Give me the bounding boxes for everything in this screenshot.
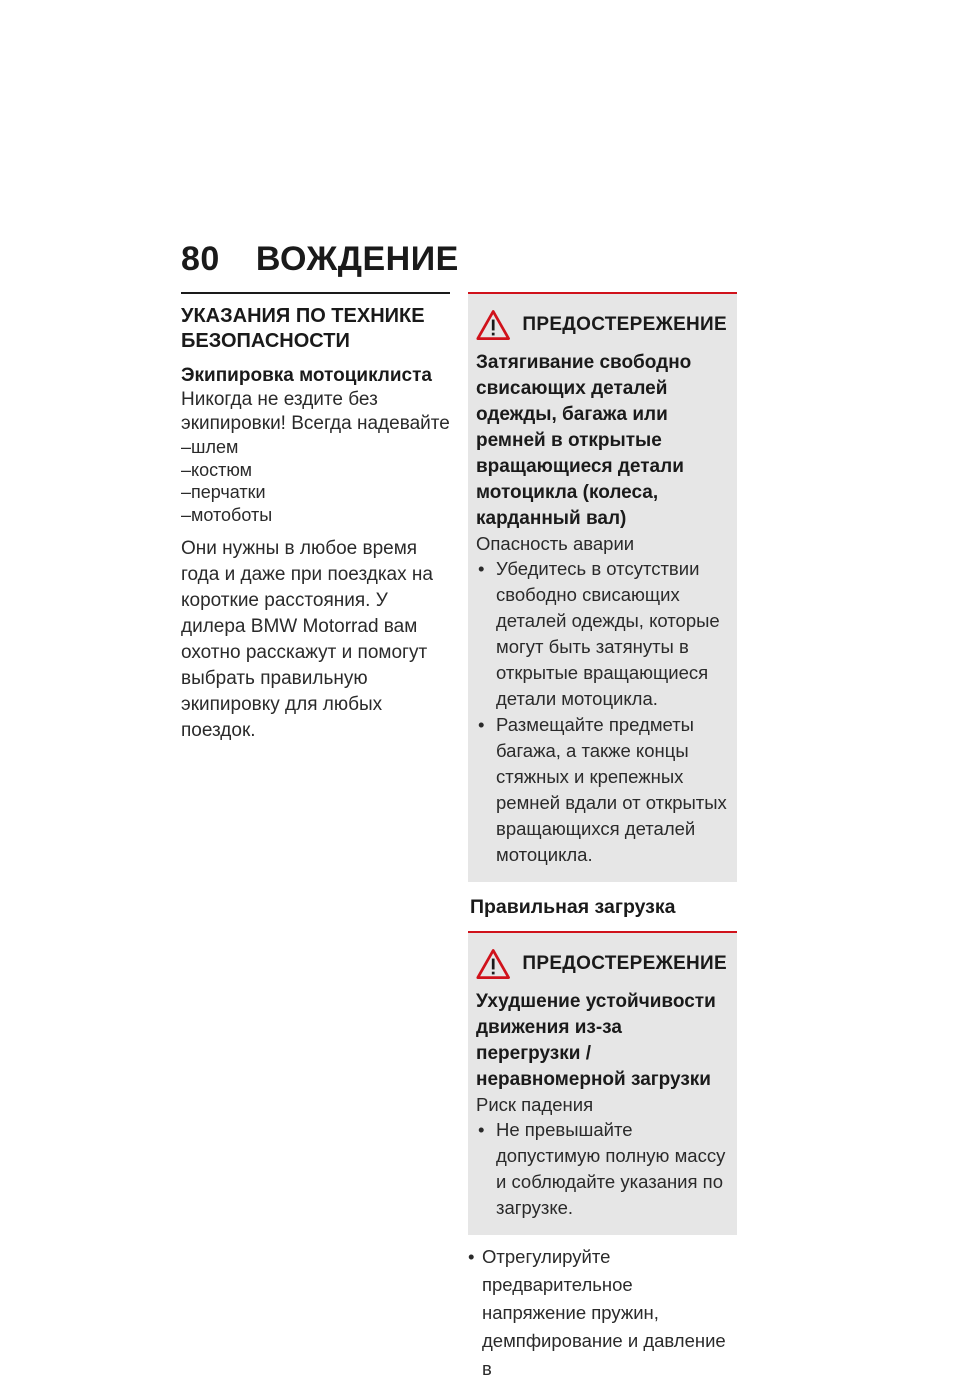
warning-label: ПРЕДОСТЕРЕЖЕНИЕ: [522, 314, 727, 335]
page-number: 80: [181, 240, 220, 278]
subheading-loading: Правильная загрузка: [470, 896, 676, 918]
step-list: [468, 1243, 737, 1383]
equipment-list: [181, 436, 450, 526]
warning-header: [476, 308, 727, 342]
list-item-text: Размещайте предметы багажа, а также концы стяжных и крепежных ремней вдали от открытых вращающихся деталей мотоцикла.: [496, 714, 727, 865]
warning-title: Ухудшение устойчивости движения из-за перегрузки / неравномерной загрузки: [476, 991, 716, 1090]
page-header: [181, 240, 459, 279]
hazard-text: Опасность аварии: [476, 533, 635, 554]
warning-box: [468, 292, 737, 882]
list-item: • Размещайте предметы багажа, а также концы стяжных и крепежных ремней вдали от открытых вращающихся деталей мотоцикла.: [478, 714, 727, 865]
warning-triangle-icon: [476, 308, 510, 342]
list-item: • Отрегулируйте предварительное напряжение пружин, демпфирование и давление в: [468, 1246, 726, 1379]
warning-bullets: [476, 556, 727, 868]
chapter-title: ВОЖДЕНИЕ: [255, 240, 459, 278]
list-item: • Убедитесь в отсутствии свободно свисающих деталей одежды, которые могут быть затянуты в открытые вращающиеся детали мотоцикла.: [478, 558, 720, 709]
body-paragraph: Они нужны в любое время года и даже при поездках на короткие расстояния. У дилера BMW Motorrad вам охотно расскажут и помогут выбрать правильную экипировку для любых поездок.: [181, 538, 433, 741]
warning-label: ПРЕДОСТЕРЕЖЕНИЕ: [522, 953, 727, 974]
warning-triangle-icon: [476, 947, 510, 981]
warning-bullets: [476, 1117, 727, 1221]
section-divider: [181, 292, 450, 294]
list-item: • Не превышайте допустимую полную массу и соблюдайте указания по загрузке.: [478, 1119, 726, 1218]
warning-header: [476, 947, 727, 981]
list-item: –костюм: [181, 459, 253, 480]
list-item: –шлем: [181, 437, 239, 457]
right-column: [468, 292, 737, 1383]
intro-text: Никогда не ездите без экипировки! Всегда надевайте: [181, 389, 450, 434]
section-title: УКАЗАНИЯ ПО ТЕХНИКЕ БЕЗОПАСНОСТИ: [181, 305, 425, 352]
list-item-text: Отрегулируйте предварительное напряжение пружин, демпфирование и давление в: [482, 1246, 726, 1379]
warning-title: Затягивание свободно свисающих деталей одежды, багажа или ремней в открытые вращающиеся детали мотоцикла (колеса, карданный вал): [476, 352, 692, 529]
subheading-equipment: Экипировка мотоциклиста: [181, 365, 432, 386]
list-item: –перчатки: [181, 482, 266, 502]
list-item-text: Убедитесь в отсутствии свободно свисающих деталей одежды, которые могут быть затянуты в открытые вращающиеся детали мотоцикла.: [496, 558, 720, 709]
warning-box: [468, 931, 737, 1235]
list-item: –мотоботы: [181, 504, 273, 525]
hazard-text: Риск падения: [476, 1094, 594, 1115]
left-column: [181, 292, 450, 744]
list-item-text: Не превышайте допустимую полную массу и соблюдайте указания по загрузке.: [496, 1119, 726, 1218]
